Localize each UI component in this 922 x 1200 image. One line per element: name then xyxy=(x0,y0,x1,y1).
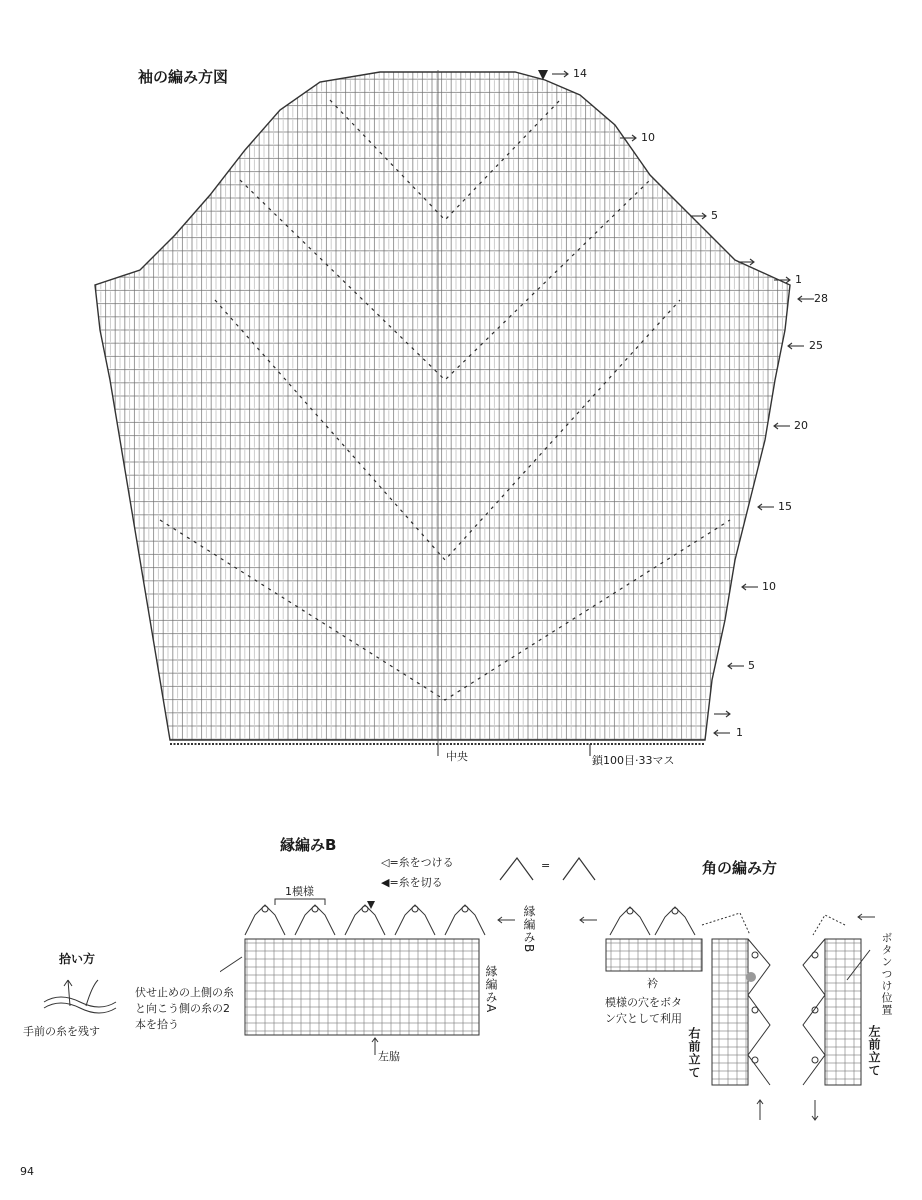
legend-attach-text: =糸をつける xyxy=(389,856,454,869)
equals-sign: = xyxy=(541,859,551,872)
legend-attach xyxy=(381,854,454,870)
corner-title: 角の編み方 xyxy=(702,859,778,877)
edging-b-title: 縁編みB xyxy=(280,836,337,854)
row-number-label: 1 xyxy=(736,726,743,739)
pickup-instruction: 伏せ止めの上側の糸と向こう側の糸の2本を拾う xyxy=(135,986,234,1031)
left-front-band-label: 左前立て xyxy=(867,1025,881,1077)
row-number-label: 1 xyxy=(795,273,802,286)
pickup-diagram xyxy=(40,966,120,1024)
row-number-label: 5 xyxy=(711,209,718,222)
foundation-chain-label: 鎖100目·33マス xyxy=(592,754,675,767)
edging-b-label: 縁編みB xyxy=(522,905,536,954)
repeat-label: 1模様 xyxy=(285,885,314,898)
cut-yarn-icon: ◀ xyxy=(381,876,390,889)
buttonhole-note: 模様の穴をボタン穴として利用 xyxy=(605,996,682,1025)
collar-label: 衿 xyxy=(647,977,658,990)
row-number-label: 25 xyxy=(809,339,823,352)
page-number: 94 xyxy=(20,1165,34,1178)
row-number-label: 10 xyxy=(641,131,655,144)
button-position-label: ボタンつけ位置 xyxy=(880,932,893,1016)
row-number-label: 10 xyxy=(762,580,776,593)
pickup-title: 拾い方 xyxy=(59,952,96,966)
legend-cut-text: =糸を切る xyxy=(389,876,443,889)
legend-cut xyxy=(381,874,443,890)
left-side-label: 左脇 xyxy=(378,1050,400,1063)
row-number-label: 14 xyxy=(573,67,587,80)
row-number-label: 15 xyxy=(778,500,792,513)
pickup-note: 手前の糸を残す xyxy=(23,1025,100,1038)
right-front-band-label: 右前立て xyxy=(687,1027,701,1079)
row-number-label: 5 xyxy=(748,659,755,672)
attach-yarn-icon: ◁ xyxy=(381,856,390,869)
edging-a-label: 縁編みA xyxy=(484,965,498,1014)
edging-b-chart xyxy=(220,895,560,1055)
row-number-label: 28 xyxy=(814,292,828,305)
sleeve-chart-title: 袖の編み方図 xyxy=(138,68,229,86)
row-number-label: 20 xyxy=(794,419,808,432)
center-label: 中央 xyxy=(446,750,468,763)
